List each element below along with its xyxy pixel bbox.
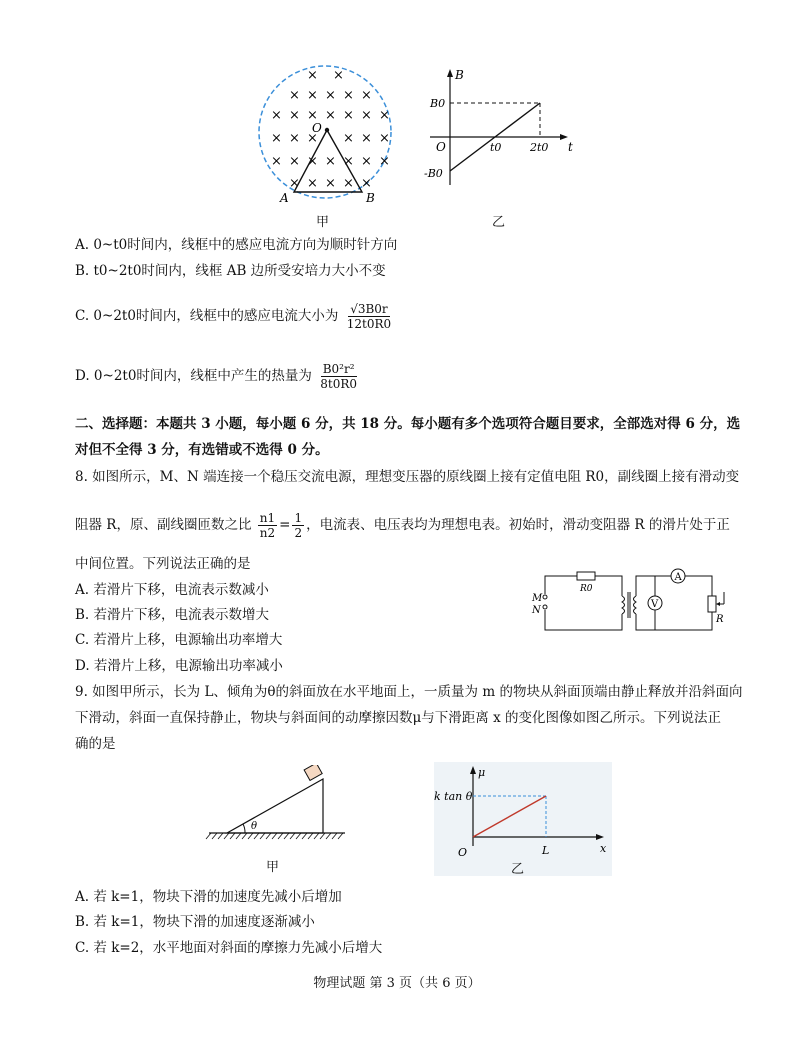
fraction-denominator: n2 — [259, 526, 276, 540]
ammeter-label: A — [674, 572, 682, 583]
fraction-numerator: B0²r² — [322, 362, 355, 376]
hatch-line — [260, 833, 265, 839]
q8-circuit-diagram — [528, 566, 738, 638]
figure-yi-b-t-graph — [418, 65, 578, 195]
q9-figure-yi-caption: 乙 — [511, 862, 525, 877]
field-cross-mark: × — [343, 131, 354, 146]
b-axis-arrow — [447, 69, 453, 77]
q7-option-c-fraction — [345, 302, 393, 331]
terminal-n — [543, 605, 547, 609]
label-B-axis: B — [455, 68, 464, 82]
figure-jia-caption: 甲 — [316, 215, 330, 230]
label-b0: B0 — [430, 97, 446, 110]
page-footer: 物理试题 第 3 页（共 6 页） — [313, 976, 481, 991]
hatch-line — [326, 833, 331, 839]
label-L: L — [542, 844, 550, 857]
field-cross-mark: × — [289, 131, 300, 146]
secondary-bottom-wire — [636, 612, 712, 630]
q7-option-d — [75, 362, 361, 391]
q7-option-b: B. t0~2t0时间内，线框 AB 边所受安培力大小不变 — [75, 263, 386, 279]
hatch-line — [224, 833, 229, 839]
label-origin: O — [458, 846, 468, 859]
field-cross-mark: × — [325, 88, 336, 103]
mu-line — [473, 796, 546, 837]
field-cross-mark: × — [361, 154, 372, 169]
x-axis-arrow — [596, 834, 604, 840]
turns-ratio-fraction — [258, 511, 277, 540]
figure-yi-caption: 乙 — [492, 215, 506, 230]
hatch-line — [290, 833, 295, 839]
q9-stem-line-3: 确的是 — [75, 736, 116, 752]
primary-coil — [622, 596, 625, 614]
hatch-line — [248, 833, 253, 839]
label-k-tan-theta: k tan θ — [434, 790, 473, 803]
fraction-numerator: √3B0r — [350, 302, 388, 316]
label-x: x — [600, 842, 607, 855]
incline-svg — [205, 765, 355, 845]
field-cross-mark: × — [271, 154, 282, 169]
section-2-header-line-1: 二、选择题：本题共 3 小题，每小题 6 分，共 18 分。每小题有多个选项符合题目要求，全部选对得 6 分，选 — [75, 416, 741, 432]
q9-figure-yi-mu-x-graph — [434, 762, 612, 876]
circuit-svg — [528, 566, 738, 638]
field-cross-mark: × — [307, 68, 318, 83]
field-cross-mark: × — [379, 131, 390, 146]
q7-option-a: A. 0~t0时间内，线框中的感应电流方向为顺时针方向 — [75, 237, 398, 253]
label-m: M — [532, 593, 543, 604]
ground-hatching — [206, 833, 343, 839]
q8-stem-line-3: 中间位置。下列说法正确的是 — [75, 556, 251, 572]
secondary-coil — [634, 596, 637, 614]
field-cross-mark: × — [343, 108, 354, 123]
field-cross-mark: × — [289, 154, 300, 169]
fraction-numerator: n1 — [259, 511, 276, 525]
field-cross-mark: × — [271, 108, 282, 123]
hatch-line — [272, 833, 277, 839]
hatch-line — [212, 833, 217, 839]
q7-option-d-fraction — [318, 362, 359, 391]
fraction-denominator: 8t0R0 — [320, 377, 357, 391]
field-cross-mark: × — [289, 108, 300, 123]
field-cross-mark: × — [307, 108, 318, 123]
hatch-line — [296, 833, 301, 839]
point-O-dot — [325, 128, 329, 132]
label-O: O — [312, 121, 322, 135]
label-n: N — [532, 605, 541, 616]
slider-arrow-head — [716, 602, 720, 606]
hatch-line — [284, 833, 289, 839]
label-neg-b0: -B0 — [424, 167, 443, 180]
label-2t0: 2t0 — [530, 141, 549, 154]
section-2-header-line-2: 对但不全得 3 分，有选错或不选得 0 分。 — [75, 442, 329, 458]
terminal-m — [543, 595, 547, 599]
q7-option-c — [75, 302, 395, 331]
label-r: R — [716, 614, 724, 625]
q9-option-a: A. 若 k=1，物块下滑的加速度先减小后增加 — [75, 889, 342, 905]
field-diagram-svg — [250, 62, 400, 212]
field-cross-mark: × — [379, 154, 390, 169]
label-origin: O — [436, 140, 446, 154]
hatch-line — [278, 833, 283, 839]
hatch-line — [320, 833, 325, 839]
q9-stem-line-1: 9. 如图甲所示，长为 L、倾角为θ的斜面放在水平地面上，一质量为 m 的物块从斜面顶端由静止释放并沿斜面向 — [75, 684, 743, 700]
field-cross-mark: × — [333, 68, 344, 83]
label-B: B — [366, 191, 375, 205]
field-cross-mark: × — [307, 131, 318, 146]
hatch-line — [332, 833, 337, 839]
ratio-value-fraction — [292, 511, 304, 540]
t-axis-arrow — [560, 134, 568, 140]
field-cross-mark: × — [361, 131, 372, 146]
q8-option-c: C. 若滑片上移，电源输出功率增大 — [75, 632, 283, 648]
field-cross-mark: × — [361, 88, 372, 103]
equals-sign: = — [279, 517, 291, 533]
field-cross-mark: × — [307, 176, 318, 191]
angle-arc — [243, 824, 245, 833]
hatch-line — [254, 833, 259, 839]
field-cross-mark: × — [307, 88, 318, 103]
resistor-r0 — [577, 572, 595, 580]
label-t-axis: t — [568, 140, 573, 154]
q9-figure-jia-incline — [205, 765, 355, 845]
hatch-line — [266, 833, 271, 839]
q9-option-c: C. 若 k=2，水平地面对斜面的摩擦力先减小后增大 — [75, 940, 383, 956]
fraction-denominator: 12t0R0 — [346, 317, 392, 331]
field-cross-mark: × — [343, 176, 354, 191]
q9-option-b: B. 若 k=1，物块下滑的加速度逐渐减小 — [75, 914, 315, 930]
q9-figure-jia-caption: 甲 — [266, 860, 280, 875]
label-r0: R0 — [580, 584, 593, 594]
q9-stem-line-2: 下滑动，斜面一直保持静止，物块与斜面间的动摩擦因数μ与下滑距离 x 的变化图像如图乙所示。下列说法正 — [75, 710, 721, 726]
mu-axis-arrow — [470, 766, 476, 774]
field-cross-mark: × — [289, 88, 300, 103]
field-cross-mark: × — [271, 131, 282, 146]
bt-graph-svg — [418, 65, 578, 195]
hatch-line — [236, 833, 241, 839]
hatch-line — [206, 833, 211, 839]
rheostat-r — [708, 596, 716, 612]
field-cross-mark: × — [289, 176, 300, 191]
field-cross-mark: × — [379, 108, 390, 123]
voltmeter-label: V — [651, 599, 659, 610]
hatch-line — [338, 833, 343, 839]
q8-stem-line-2b: ，电流表、电压表均为理想电表。初始时，滑动变阻器 R 的滑片处于正 — [306, 517, 730, 533]
q8-option-d: D. 若滑片上移，电源输出功率减小 — [75, 658, 283, 674]
field-cross-mark: × — [361, 176, 372, 191]
q8-stem-line-2 — [75, 511, 730, 540]
block — [304, 765, 322, 780]
block-group — [304, 765, 322, 780]
hatch-line — [242, 833, 247, 839]
fraction-numerator: 1 — [294, 511, 303, 525]
fraction-denominator: 2 — [294, 526, 303, 540]
field-cross-mark: × — [307, 154, 318, 169]
q8-option-b: B. 若滑片下移，电流表示数增大 — [75, 607, 270, 623]
q7-option-d-text: D. 0~2t0时间内，线框中产生的热量为 — [75, 368, 312, 384]
hatch-line — [314, 833, 319, 839]
q8-stem-line-2a: 阻器 R，原、副线圈匝数之比 — [75, 517, 252, 533]
label-mu: μ — [478, 766, 486, 779]
primary-bottom-wire — [545, 610, 622, 630]
hatch-line — [230, 833, 235, 839]
label-A: A — [280, 191, 289, 205]
field-cross-mark: × — [361, 108, 372, 123]
label-t0: t0 — [490, 141, 502, 154]
field-cross-mark: × — [325, 176, 336, 191]
figure-jia-magnetic-field — [250, 62, 400, 212]
hatch-line — [218, 833, 223, 839]
field-cross-mark: × — [325, 154, 336, 169]
q7-option-c-text: C. 0~2t0时间内，线框中的感应电流大小为 — [75, 308, 339, 324]
incline-triangle — [227, 779, 323, 833]
field-cross-mark: × — [325, 108, 336, 123]
hatch-line — [302, 833, 307, 839]
q8-stem-line-1: 8. 如图所示，M、N 端连接一个稳压交流电源，理想变压器的原线圈上接有定值电阻 R0，副线圈上接有滑动变 — [75, 469, 740, 485]
q8-option-a: A. 若滑片下移，电流表示数减小 — [75, 582, 269, 598]
field-cross-mark: × — [343, 88, 354, 103]
hatch-line — [308, 833, 313, 839]
label-theta: θ — [251, 821, 258, 832]
field-cross-mark: × — [343, 154, 354, 169]
